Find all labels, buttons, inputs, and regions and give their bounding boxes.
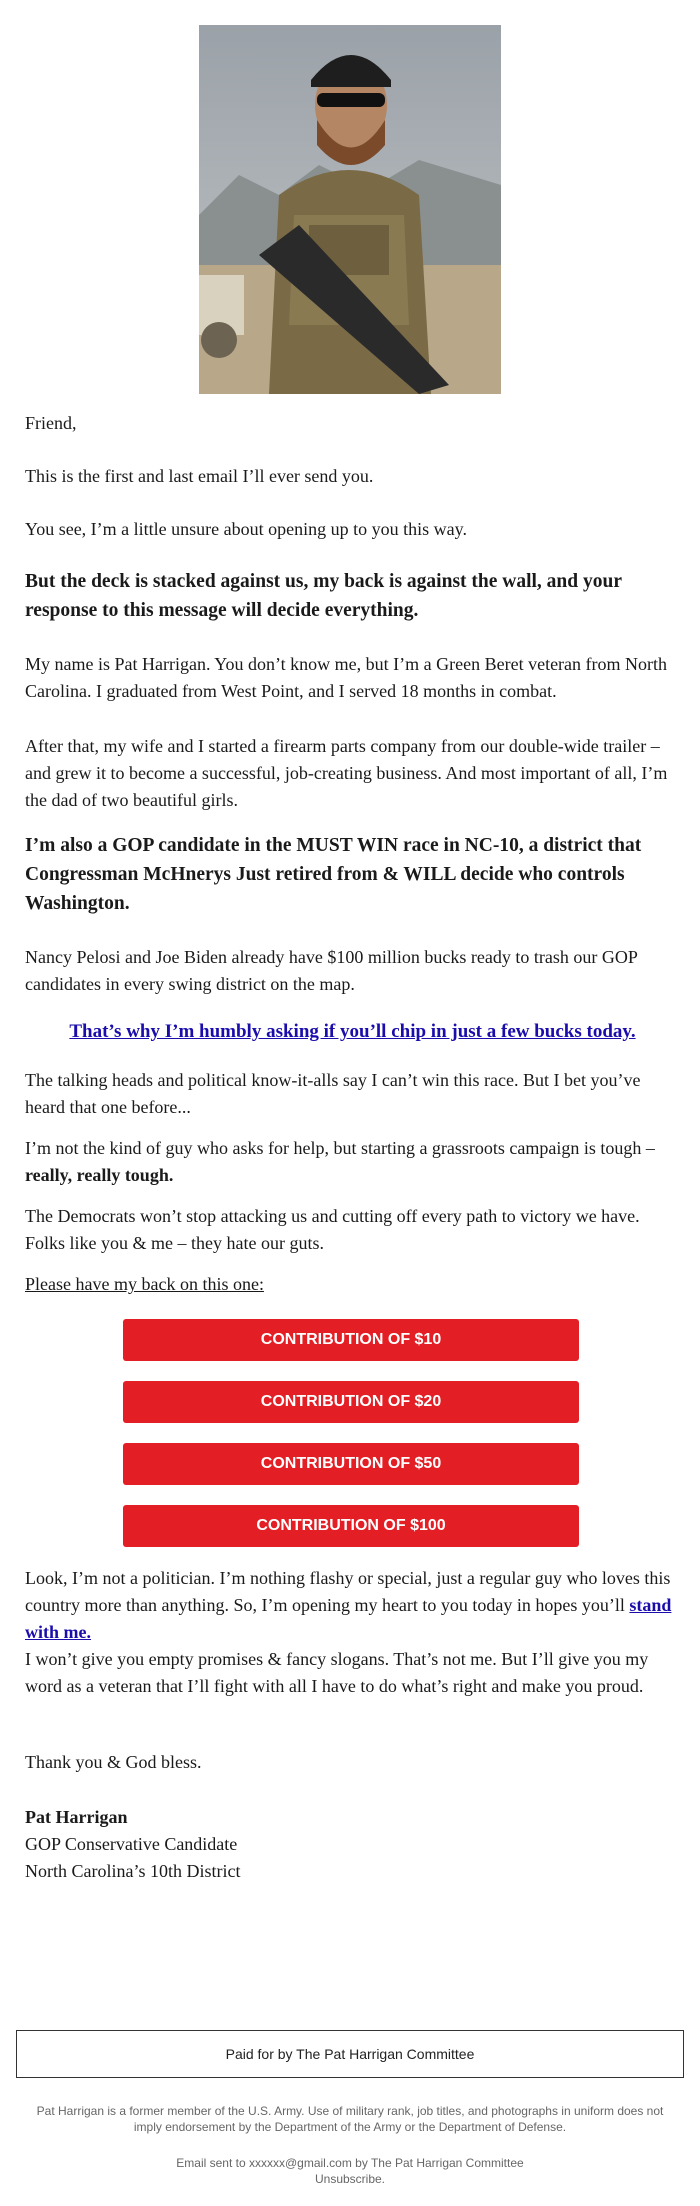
paragraph-opponents: Nancy Pelosi and Joe Biden already have $100 million bucks ready to trash our GOP candidates in every swing district on the map. [25,947,638,994]
disclaimer-text: Pat Harrigan is a former member of the U.S. Army. Use of military rank, job titles, and photographs in uniform does not imply endorsement by the Department of the Army or the Department of Defense. [36,2104,664,2134]
paragraph-not-politician [25,1565,680,1646]
paragraph-deck-stacked: But the deck is stacked against us, my back is against the wall, and your response to this message will decide everything. [25,571,622,621]
hero-photo [199,25,501,394]
signature-name: Pat Harrigan [25,1807,128,1827]
paragraph-bio: My name is Pat Harrigan. You don’t know me, but I’m a Green Beret veteran from North Carolina. I graduated from West Point, and I served 18 months in combat. [25,654,668,701]
signature-district: North Carolina’s 10th District [25,1861,241,1881]
cta-paragraph [25,1018,680,1045]
stand-with-me-link[interactable]: stand with me. [25,1595,672,1642]
paragraph-thanks: Thank you & God bless. [25,1752,202,1772]
not-politician-text: Look, I’m not a politician. I’m nothing flashy or special, just a regular guy who loves this country more than anything. So, I’m opening my heart to you today in hopes you’ll [25,1568,671,1615]
contribution-100-button[interactable]: CONTRIBUTION OF $100 [123,1505,579,1547]
contribution-50-button[interactable]: CONTRIBUTION OF $50 [123,1443,579,1485]
paid-for-box: Paid for by The Pat Harrigan Committee [16,2030,684,2078]
paragraph-intro: This is the first and last email I’ll ever send you. [25,466,374,486]
paragraph-candidate: I’m also a GOP candidate in the MUST WIN race in NC-10, a district that Congressman McHnerys Just retired from & WILL decide who controls Washington. [25,835,642,914]
contribution-20-button[interactable]: CONTRIBUTION OF $20 [123,1381,579,1423]
email-sent-text: Email sent to xxxxxx@gmail.com by The Pat Harrigan Committee [176,2156,524,2170]
unsubscribe-link[interactable]: Unsubscribe. [314,2172,386,2186]
paragraph-promises: I won’t give you empty promises & fancy slogans. That’s not me. But I’ll give you my word as a veteran that I’ll fight with all I have to do what’s right and make you proud. [25,1649,649,1696]
paragraph-democrats: The Democrats won’t stop attacking us and cutting off every path to victory we have. Folks like you & me – they hate our guts. [25,1206,640,1253]
grassroots-bold: really, really tough. [25,1165,174,1185]
paragraph-unsure: You see, I’m a little unsure about opening up to you this way. [25,519,467,539]
greeting: Friend, [25,413,77,433]
paragraph-have-my-back: Please have my back on this one: [25,1274,264,1294]
paragraph-talking-heads: The talking heads and political know-it-alls say I can’t win this race. But I bet you’ve heard that one before... [25,1070,641,1117]
paragraph-grassroots [25,1135,680,1189]
paragraph-business: After that, my wife and I started a firearm parts company from our double-wide trailer – and grew it to become a successful, job-creating business. And most important of all, I’m the dad of two beautiful girls. [25,736,668,810]
grassroots-text: I’m not the kind of guy who asks for help, but starting a grassroots campaign is tough – [25,1138,655,1158]
signature-title: GOP Conservative Candidate [25,1834,238,1854]
contribution-10-button[interactable]: CONTRIBUTION OF $10 [123,1319,579,1361]
cta-link[interactable]: That’s why I’m humbly asking if you’ll chip in just a few bucks today. [69,1021,636,1042]
